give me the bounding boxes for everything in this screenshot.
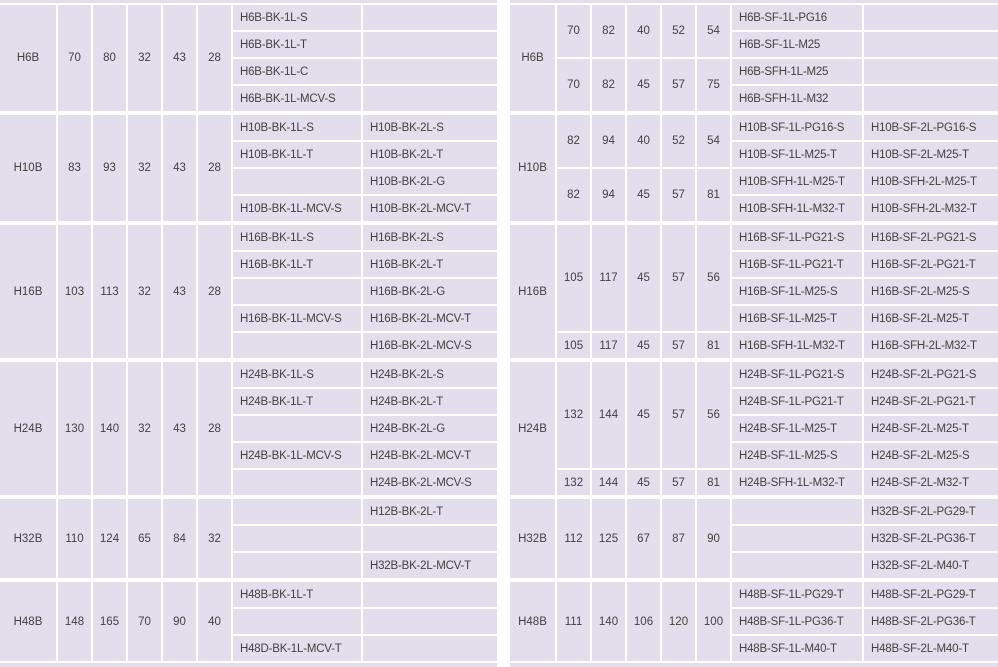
part-number-cell [863, 85, 998, 113]
dimension-cell: 113 [92, 223, 127, 360]
dimension-cell: 117 [591, 332, 626, 360]
part-number-cell: H24B-BK-2L-G [362, 415, 497, 442]
dimension-cell: 70 [57, 5, 92, 113]
table-row [0, 223, 497, 251]
part-number-cell: H32B-SF-2L-PG36-T [863, 525, 998, 552]
table-row [510, 168, 998, 195]
model-block-h24b [510, 360, 998, 497]
part-number-cell: H16B-SF-2L-PG21-T [863, 251, 998, 278]
dimension-cell: 165 [92, 580, 127, 661]
part-number-cell [863, 58, 998, 85]
dimension-cell: 132 [556, 360, 591, 469]
part-number-cell [362, 85, 497, 113]
dimension-cell: 70 [556, 58, 591, 113]
part-number-cell: H24B-BK-2L-MCV-T [362, 442, 497, 469]
model-block-h32b [510, 497, 998, 580]
part-number-cell: H24B-SF-2L-PG21-T [863, 388, 998, 415]
part-number-cell [232, 332, 362, 360]
table-row [0, 5, 497, 31]
part-number-cell: H24B-BK-2L-T [362, 388, 497, 415]
part-number-cell [731, 552, 863, 580]
dimension-cell: 65 [127, 497, 162, 580]
model-cell: H16B [0, 223, 57, 360]
part-number-cell: H16B-BK-2L-G [362, 278, 497, 305]
part-number-cell: H24B-BK-1L-T [232, 388, 362, 415]
table-row [510, 58, 998, 85]
dimension-cell: 52 [661, 5, 696, 58]
dimension-cell: 82 [591, 5, 626, 58]
dimension-cell: 106 [626, 580, 661, 661]
part-number-cell: H48B-SF-1L-M40-T [731, 635, 863, 661]
dimension-cell: 43 [162, 360, 197, 497]
table-row [0, 497, 497, 525]
dimension-cell: 70 [556, 5, 591, 58]
dimension-cell: 87 [661, 497, 696, 580]
model-block-h48b [0, 580, 497, 661]
dimension-cell: 82 [591, 58, 626, 113]
model-cell: H10B [0, 113, 57, 223]
part-number-cell: H16B-SF-1L-M25-T [731, 305, 863, 332]
model-block-h10b [510, 113, 998, 223]
part-number-cell [232, 552, 362, 580]
part-number-cell: H10B-SF-1L-PG16-S [731, 113, 863, 141]
part-number-cell: H10B-SFH-2L-M32-T [863, 195, 998, 223]
dimension-cell: 57 [661, 469, 696, 497]
cropped-row-top-left [0, 0, 497, 3]
table-row [510, 332, 998, 360]
table-row [0, 580, 497, 608]
part-number-cell: H6B-BK-1L-C [232, 58, 362, 85]
part-number-cell: H10B-BK-1L-MCV-S [232, 195, 362, 223]
cropped-row-top-right [510, 0, 998, 3]
dimension-cell: 32 [127, 113, 162, 223]
dimension-cell: 94 [591, 113, 626, 168]
dimension-cell: 32 [127, 360, 162, 497]
dimension-cell: 94 [591, 168, 626, 223]
model-cell: H48B [510, 580, 556, 661]
dimension-cell: 57 [661, 168, 696, 223]
table-row [510, 580, 998, 608]
part-number-cell [232, 168, 362, 195]
dimension-cell: 82 [556, 168, 591, 223]
dimension-cell: 57 [661, 332, 696, 360]
dimension-cell: 90 [696, 497, 731, 580]
part-number-cell: H16B-BK-1L-S [232, 223, 362, 251]
part-number-cell: H6B-SF-1L-M25 [731, 31, 863, 58]
dimension-cell: 111 [556, 580, 591, 661]
dimension-cell: 43 [162, 113, 197, 223]
dimension-cell: 140 [591, 580, 626, 661]
part-number-cell: H10B-SF-2L-PG16-S [863, 113, 998, 141]
model-cell: H24B [0, 360, 57, 497]
part-number-cell: H16B-BK-2L-T [362, 251, 497, 278]
part-number-cell: H10B-SF-1L-M25-T [731, 141, 863, 168]
part-number-cell: H16B-SF-2L-PG21-S [863, 223, 998, 251]
model-cell: H24B [510, 360, 556, 497]
model-cell: H16B [510, 223, 556, 360]
part-number-cell [863, 5, 998, 31]
part-number-cell: H32B-SF-2L-PG29-T [863, 497, 998, 525]
dimension-cell: 81 [696, 168, 731, 223]
part-number-cell: H6B-BK-1L-T [232, 31, 362, 58]
table-row [510, 497, 998, 525]
dimension-cell: 43 [162, 223, 197, 360]
left-table-panel [0, 0, 497, 667]
table-row [510, 469, 998, 497]
dimension-cell: 57 [661, 360, 696, 469]
part-number-cell: H10B-BK-2L-MCV-T [362, 195, 497, 223]
dimension-cell: 110 [57, 497, 92, 580]
dimension-cell: 52 [661, 113, 696, 168]
model-block-h24b [0, 360, 497, 497]
dimension-cell: 32 [197, 497, 232, 580]
part-number-cell [232, 497, 362, 525]
part-number-cell: H10B-SF-2L-M25-T [863, 141, 998, 168]
part-number-cell: H48B-BK-1L-T [232, 580, 362, 608]
model-cell: H10B [510, 113, 556, 223]
part-number-cell: H24B-SFH-1L-M32-T [731, 469, 863, 497]
dimension-cell: 120 [661, 580, 696, 661]
table-row [510, 223, 998, 251]
table-row [510, 113, 998, 141]
part-number-cell: H10B-BK-2L-G [362, 168, 497, 195]
part-number-cell [731, 525, 863, 552]
dimension-cell: 125 [591, 497, 626, 580]
dimension-cell: 84 [162, 497, 197, 580]
dimension-cell: 45 [626, 58, 661, 113]
model-cell: H6B [0, 5, 57, 113]
part-number-cell: H16B-SF-2L-M25-T [863, 305, 998, 332]
part-number-cell: H24B-SF-1L-M25-S [731, 442, 863, 469]
part-number-cell: H24B-SF-2L-M25-T [863, 415, 998, 442]
part-number-cell [232, 525, 362, 552]
dimension-cell: 45 [626, 332, 661, 360]
part-number-cell: H48B-SF-2L-PG36-T [863, 608, 998, 635]
part-number-cell: H16B-SFH-1L-M32-T [731, 332, 863, 360]
part-number-cell: H6B-SF-1L-PG16 [731, 5, 863, 31]
table-row [0, 360, 497, 388]
table-row [0, 113, 497, 141]
part-number-cell: H24B-BK-2L-S [362, 360, 497, 388]
part-number-cell: H32B-BK-2L-MCV-T [362, 552, 497, 580]
part-number-cell: H16B-SF-1L-PG21-S [731, 223, 863, 251]
part-number-cell: H16B-SF-1L-M25-S [731, 278, 863, 305]
sf-series-spec-table [510, 5, 998, 661]
part-number-cell: H6B-BK-1L-S [232, 5, 362, 31]
dimension-cell: 75 [696, 58, 731, 113]
part-number-cell: H24B-SF-2L-M25-S [863, 442, 998, 469]
part-number-cell [863, 31, 998, 58]
part-number-cell: H24B-BK-1L-S [232, 360, 362, 388]
dimension-cell: 93 [92, 113, 127, 223]
dimension-cell: 56 [696, 360, 731, 469]
part-number-cell [362, 525, 497, 552]
part-number-cell: H6B-SFH-1L-M25 [731, 58, 863, 85]
part-number-cell: H10B-BK-1L-S [232, 113, 362, 141]
dimension-cell: 112 [556, 497, 591, 580]
part-number-cell: H10B-SFH-1L-M25-T [731, 168, 863, 195]
part-number-cell: H10B-BK-2L-S [362, 113, 497, 141]
dimension-cell: 32 [127, 5, 162, 113]
dimension-cell: 130 [57, 360, 92, 497]
part-number-cell: H16B-SF-2L-M25-S [863, 278, 998, 305]
dimension-cell: 80 [92, 5, 127, 113]
model-cell: H32B [0, 497, 57, 580]
part-number-cell: H16B-SFH-2L-M32-T [863, 332, 998, 360]
part-number-cell [232, 278, 362, 305]
dimension-cell: 81 [696, 332, 731, 360]
model-block-h16b [510, 223, 998, 360]
dimension-cell: 117 [591, 223, 626, 332]
model-block-h32b [0, 497, 497, 580]
dimension-cell: 103 [57, 223, 92, 360]
part-number-cell: H24B-SF-2L-M32-T [863, 469, 998, 497]
dimension-cell: 28 [197, 223, 232, 360]
part-number-cell [731, 497, 863, 525]
part-number-cell: H10B-SFH-2L-M25-T [863, 168, 998, 195]
part-number-cell: H16B-BK-2L-MCV-S [362, 332, 497, 360]
dimension-cell: 45 [626, 469, 661, 497]
part-number-cell: H24B-BK-1L-MCV-S [232, 442, 362, 469]
dimension-cell: 83 [57, 113, 92, 223]
dimension-cell: 140 [92, 360, 127, 497]
part-number-cell: H24B-SF-1L-PG21-S [731, 360, 863, 388]
dimension-cell: 70 [127, 580, 162, 661]
dimension-cell: 45 [626, 223, 661, 332]
dimension-cell: 105 [556, 332, 591, 360]
dimension-cell: 105 [556, 223, 591, 332]
table-row [510, 360, 998, 388]
dimension-cell: 40 [626, 113, 661, 168]
part-number-cell: H48B-SF-1L-PG36-T [731, 608, 863, 635]
dimension-cell: 144 [591, 469, 626, 497]
dimension-cell: 148 [57, 580, 92, 661]
part-number-cell: H48D-BK-1L-MCV-T [232, 635, 362, 661]
bk-series-spec-table [0, 5, 497, 661]
dimension-cell: 54 [696, 5, 731, 58]
dimension-cell: 28 [197, 5, 232, 113]
part-number-cell [362, 635, 497, 661]
part-number-cell [362, 580, 497, 608]
dimension-cell: 28 [197, 360, 232, 497]
dimension-cell: 54 [696, 113, 731, 168]
part-number-cell [362, 31, 497, 58]
part-number-cell: H24B-SF-1L-PG21-T [731, 388, 863, 415]
dimension-cell: 132 [556, 469, 591, 497]
dimension-cell: 57 [661, 58, 696, 113]
part-number-cell: H10B-BK-2L-T [362, 141, 497, 168]
part-number-cell: H6B-BK-1L-MCV-S [232, 85, 362, 113]
dimension-cell: 124 [92, 497, 127, 580]
dimension-cell: 45 [626, 360, 661, 469]
part-number-cell [232, 469, 362, 497]
part-number-cell: H48B-SF-2L-PG29-T [863, 580, 998, 608]
part-number-cell: H24B-SF-1L-M25-T [731, 415, 863, 442]
part-number-cell [362, 58, 497, 85]
part-number-cell: H10B-BK-1L-T [232, 141, 362, 168]
model-cell: H6B [510, 5, 556, 113]
part-number-cell: H16B-SF-1L-PG21-T [731, 251, 863, 278]
model-block-h6b [0, 5, 497, 113]
part-number-cell [232, 608, 362, 635]
part-number-cell [232, 415, 362, 442]
dimension-cell: 100 [696, 580, 731, 661]
table-row [510, 5, 998, 31]
dimension-cell: 57 [661, 223, 696, 332]
model-cell: H32B [510, 497, 556, 580]
cropped-row-bottom-left [0, 663, 497, 667]
part-number-cell: H16B-BK-1L-T [232, 251, 362, 278]
part-number-cell [362, 608, 497, 635]
dimension-cell: 40 [197, 580, 232, 661]
dimension-cell: 28 [197, 113, 232, 223]
right-table-panel [510, 0, 998, 667]
model-block-h16b [0, 223, 497, 360]
part-number-cell: H32B-SF-2L-M40-T [863, 552, 998, 580]
cropped-row-bottom-right [510, 663, 998, 667]
dimension-cell: 90 [162, 580, 197, 661]
dimension-cell: 56 [696, 223, 731, 332]
dimension-cell: 40 [626, 5, 661, 58]
part-number-cell: H16B-BK-2L-MCV-T [362, 305, 497, 332]
part-number-cell: H48B-SF-1L-PG29-T [731, 580, 863, 608]
dimension-cell: 45 [626, 168, 661, 223]
part-number-cell: H48B-SF-2L-M40-T [863, 635, 998, 661]
dimension-cell: 67 [626, 497, 661, 580]
dimension-cell: 81 [696, 469, 731, 497]
part-number-cell: H16B-BK-2L-S [362, 223, 497, 251]
model-block-h6b [510, 5, 998, 113]
part-number-cell: H10B-SFH-1L-M32-T [731, 195, 863, 223]
part-number-cell: H6B-SFH-1L-M32 [731, 85, 863, 113]
part-number-cell: H24B-SF-2L-PG21-S [863, 360, 998, 388]
model-block-h48b [510, 580, 998, 661]
dimension-cell: 144 [591, 360, 626, 469]
part-number-cell: H12B-BK-2L-T [362, 497, 497, 525]
dimension-cell: 82 [556, 113, 591, 168]
dimension-cell: 32 [127, 223, 162, 360]
part-number-cell: H24B-BK-2L-MCV-S [362, 469, 497, 497]
dimension-cell: 43 [162, 5, 197, 113]
part-number-cell: H16B-BK-1L-MCV-S [232, 305, 362, 332]
part-number-cell [362, 5, 497, 31]
model-block-h10b [0, 113, 497, 223]
model-cell: H48B [0, 580, 57, 661]
